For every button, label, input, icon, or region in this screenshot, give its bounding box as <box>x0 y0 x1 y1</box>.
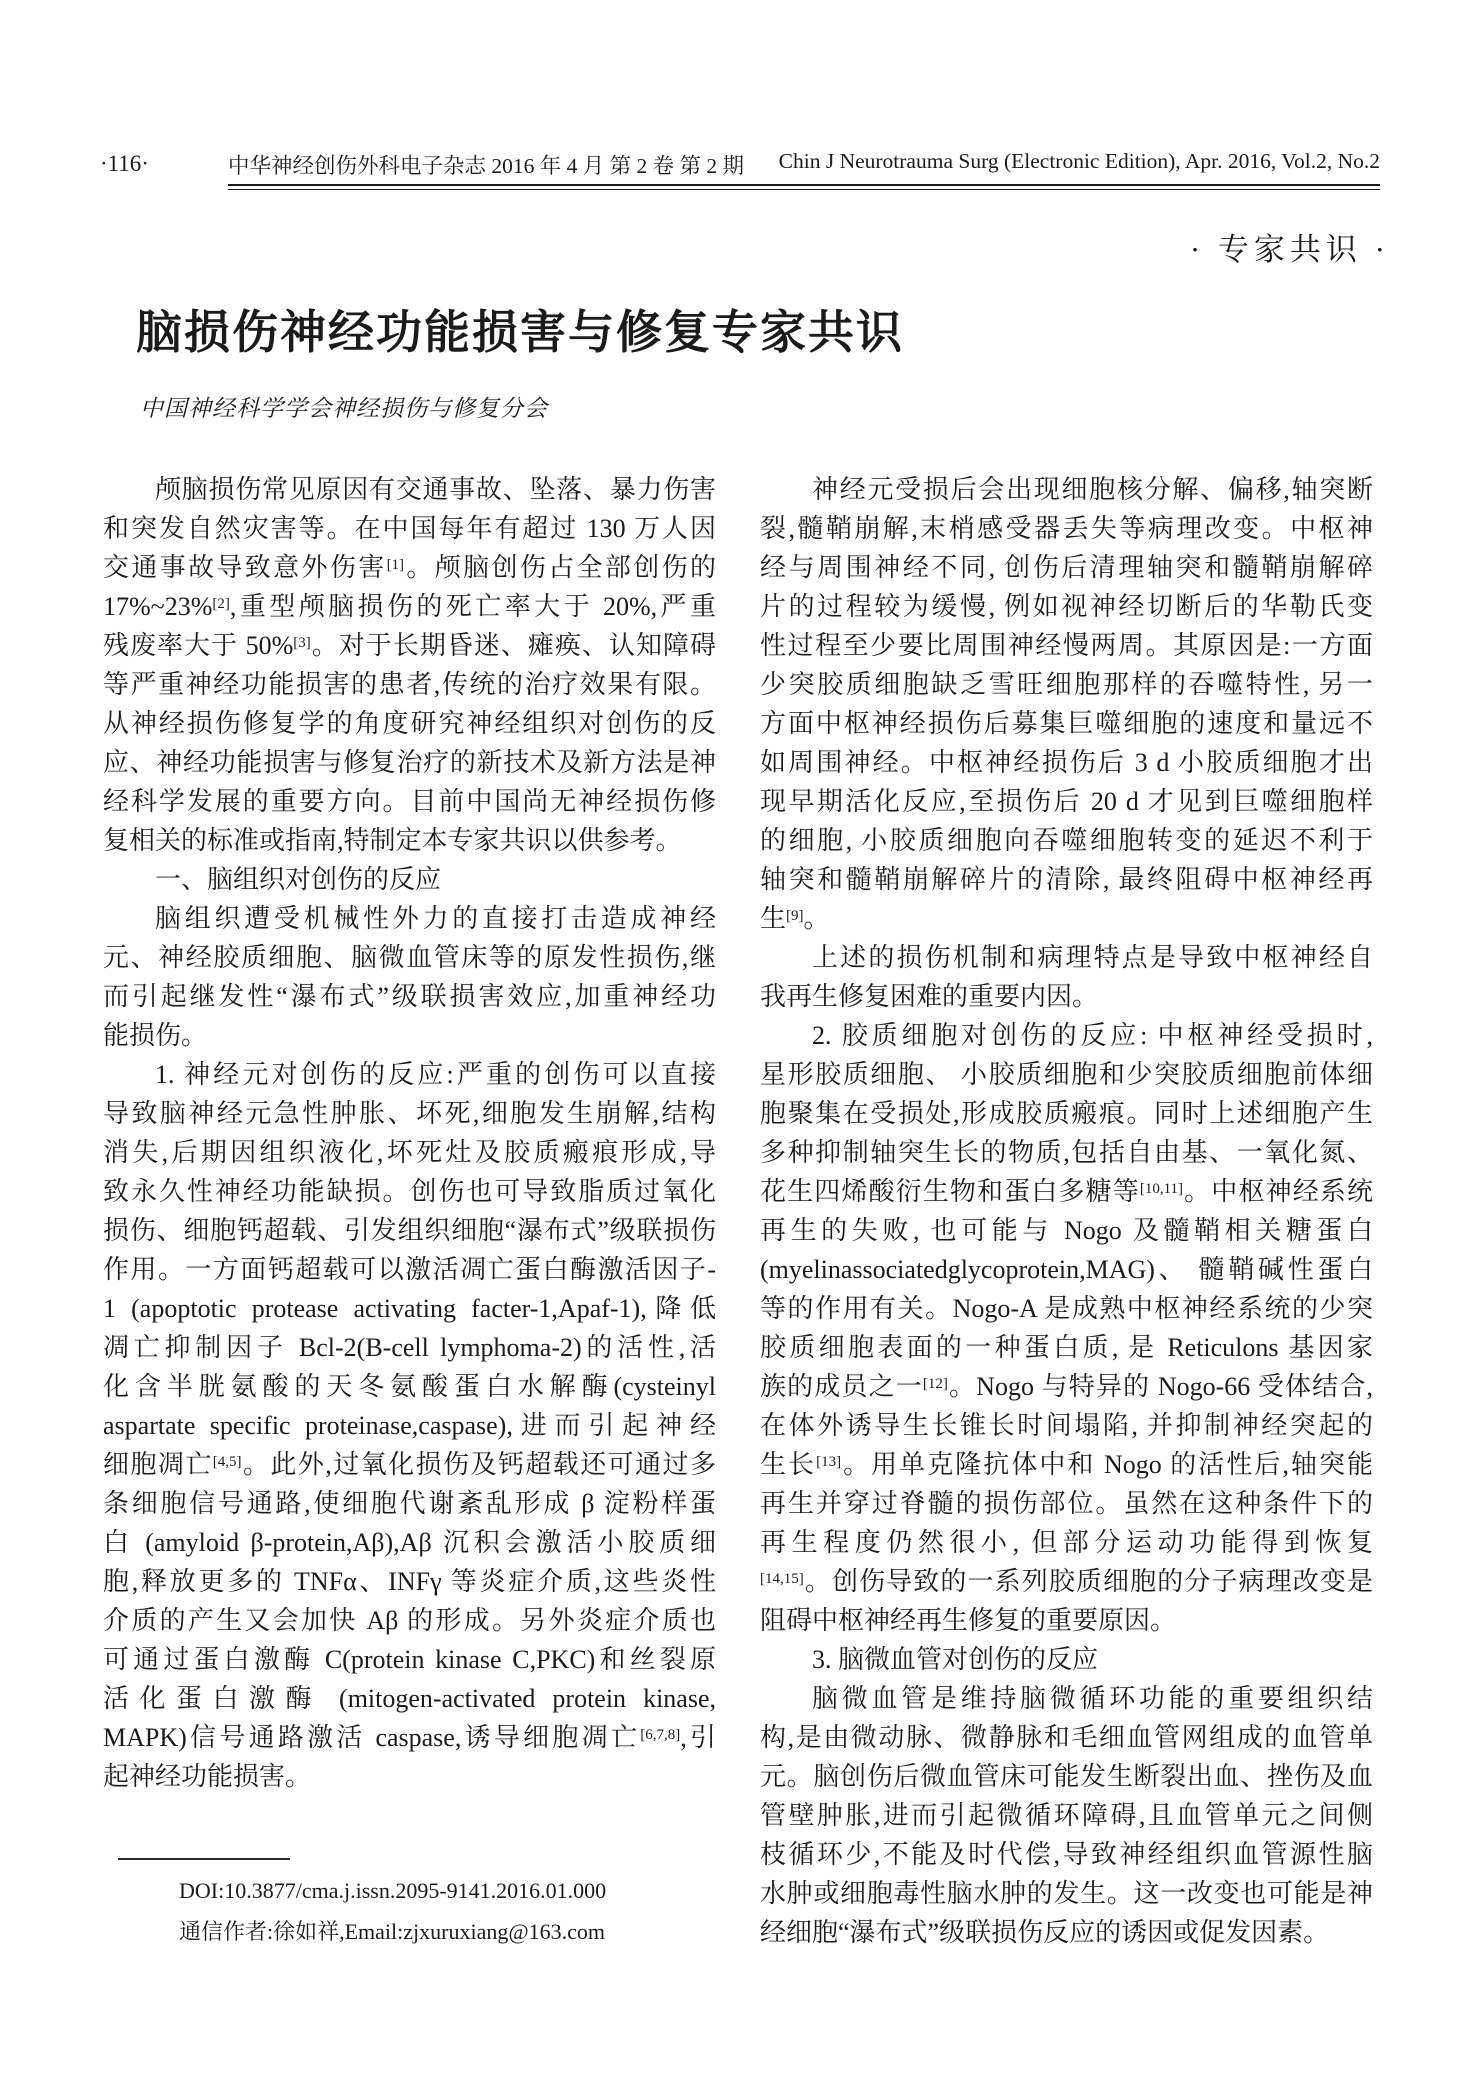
page-number: ·116· <box>100 151 149 176</box>
text-line: (myelinassociatedglycoprotein,MAG)、 髓鞘碱性蛋白 <box>760 1255 1373 1284</box>
text-line: 元、神经胶质细胞、脑微血管床等的原发性损伤,继 <box>103 943 716 972</box>
text-line: 轴突和髓鞘崩解碎片的清除, 最终阻碍中枢神经再 <box>760 865 1373 894</box>
text-line: 白 (amyloid β-protein,Aβ),Aβ 沉积会激活小胶质细 <box>103 1528 716 1557</box>
text-line: 少突胶质细胞缺乏雪旺细胞那样的吞噬特性, 另一 <box>760 670 1373 699</box>
text-line: 交通事故导致意外伤害[1]。颅脑创伤占全部创伤的 <box>103 553 716 582</box>
text-line: 3. 脑微血管对创伤的反应 <box>812 1645 1099 1674</box>
text-line: 上述的损伤机制和病理特点是导致中枢神经自 <box>812 943 1373 972</box>
text-line: 裂,髓鞘崩解,末梢感受器丢失等病理改变。中枢神 <box>760 514 1373 543</box>
text-line: 胞,释放更多的 TNFα、INFγ 等炎症介质,这些炎性 <box>103 1567 716 1596</box>
text-line: 经细胞“瀑布式”级联损伤反应的诱因或促发因素。 <box>760 1918 1330 1947</box>
text-line: 细胞凋亡[4,5]。此外,过氧化损伤及钙超载还可通过多 <box>103 1450 716 1479</box>
journal-title-en: Chin J Neurotrauma Surg (Electronic Edition), Apr. 2016, Vol.2, No.2 <box>778 149 1380 173</box>
article-title: 脑损伤神经功能损害与修复专家共识 <box>136 307 904 358</box>
text-line: 致永久性神经功能缺损。创伤也可导致脂质过氧化 <box>103 1177 716 1206</box>
text-line: 管壁肿胀,进而引起微循环障碍,且血管单元之间侧 <box>760 1801 1373 1830</box>
article-authors: 中国神经科学学会神经损伤与修复分会 <box>140 396 548 421</box>
text-line: 损伤、细胞钙超载、引发组织细胞“瀑布式”级联损伤 <box>103 1216 716 1245</box>
text-line: 再生的失败, 也可能与 Nogo 及髓鞘相关糖蛋白 <box>760 1216 1373 1245</box>
text-line: [14,15]。创伤导致的一系列胶质细胞的分子病理改变是 <box>760 1567 1373 1596</box>
text-line: 等的作用有关。Nogo-A 是成熟中枢神经系统的少突 <box>760 1294 1373 1323</box>
text-line: 凋亡抑制因子 Bcl-2(B-cell lymphoma-2)的活性,活 <box>103 1333 716 1362</box>
text-line: 应、神经功能损害与修复治疗的新技术及新方法是神 <box>103 748 716 777</box>
text-line: 起神经功能损害。 <box>103 1762 312 1791</box>
text-line: 而引起继发性“瀑布式”级联损害效应,加重神经功 <box>103 982 716 1011</box>
text-line: 能损伤。 <box>103 1021 208 1050</box>
text-line: 残废率大于 50%[3]。对于长期昏迷、瘫痪、认知障碍 <box>103 631 716 660</box>
text-line: 元。脑创伤后微血管床可能发生断裂出血、挫伤及血 <box>760 1762 1373 1791</box>
journal-header <box>228 149 1380 180</box>
text-line: 从神经损伤修复学的角度研究神经组织对创伤的反 <box>103 709 716 738</box>
text-line: 我再生修复困难的重要内因。 <box>760 982 1099 1011</box>
text-line: 再生并穿过脊髓的损伤部位。虽然在这种条件下的 <box>760 1489 1373 1518</box>
text-line: 经与周围神经不同, 创伤后清理轴突和髓鞘崩解碎 <box>760 553 1373 582</box>
reference-superscript: [10,11] <box>1139 1181 1184 1197</box>
text-line: 水肿或细胞毒性脑水肿的发生。这一改变也可能是神 <box>760 1879 1373 1908</box>
text-line: 生[9]。 <box>760 904 830 933</box>
reference-superscript: [14,15] <box>760 1571 804 1587</box>
text-line: 星形胶质细胞、 小胶质细胞和少突胶质细胞前体细 <box>760 1060 1373 1089</box>
text-line: 多种抑制轴突生长的物质,包括自由基、一氧化氮、 <box>760 1138 1373 1167</box>
text-line: 2. 胶质细胞对创伤的反应: 中枢神经受损时, <box>812 1021 1373 1050</box>
text-line: 颅脑损伤常见原因有交通事故、坠落、暴力伤害 <box>155 475 716 504</box>
text-line: 化含半胱氨酸的天冬氨酸蛋白水解酶(cysteinyl <box>103 1372 716 1401</box>
text-line: 生长[13]。用单克隆抗体中和 Nogo 的活性后,轴突能 <box>760 1450 1373 1479</box>
text-line: 活化蛋白激酶 (mitogen-activated protein kinase, <box>103 1684 716 1713</box>
text-line: 的细胞, 小胶质细胞向吞噬细胞转变的延迟不利于 <box>760 826 1373 855</box>
text-line: 条细胞信号通路,使细胞代谢紊乱形成 β 淀粉样蛋 <box>103 1489 716 1518</box>
reference-superscript: [13] <box>816 1454 842 1470</box>
reference-superscript: [3] <box>293 635 311 651</box>
text-line: 现早期活化反应,至损伤后 20 d 才见到巨噬细胞样 <box>760 787 1373 816</box>
text-line: 在体外诱导生长锥长时间塌陷, 并抑制神经突起的 <box>760 1411 1373 1440</box>
text-line: 等严重神经功能损害的患者,传统的治疗效果有限。 <box>103 670 716 699</box>
reference-superscript: [12] <box>922 1376 948 1392</box>
reference-superscript: [6,7,8] <box>640 1727 681 1743</box>
text-line: 和突发自然灾害等。在中国每年有超过 130 万人因 <box>103 514 716 543</box>
footnote-divider <box>118 1858 290 1860</box>
text-line: 方面中枢神经损伤后募集巨噬细胞的速度和量远不 <box>760 709 1373 738</box>
text-line: 阻碍中枢神经再生修复的重要原因。 <box>760 1606 1177 1635</box>
reference-superscript: [1] <box>386 557 405 573</box>
text-line: 如周围神经。中枢神经损伤后 3 d 小胶质细胞才出 <box>760 748 1373 777</box>
text-line: 一、脑组织对创伤的反应 <box>155 865 442 894</box>
reference-superscript: [2] <box>212 596 230 612</box>
text-line: 1 (apoptotic protease activating facter-1,Apaf-1),降低 <box>103 1294 716 1323</box>
reference-superscript: [9] <box>786 908 804 924</box>
text-line: 胞聚集在受损处,形成胶质瘢痕。同时上述细胞产生 <box>760 1099 1373 1128</box>
header-double-rule <box>228 184 1380 190</box>
text-line: 复相关的标准或指南,特制定本专家共识以供参考。 <box>103 826 682 855</box>
text-line: 1. 神经元对创伤的反应:严重的创伤可以直接 <box>155 1060 716 1089</box>
text-line: 构,是由微动脉、微静脉和毛细血管网组成的血管单 <box>760 1723 1373 1752</box>
reference-superscript: [4,5] <box>212 1454 242 1470</box>
section-label: · 专家共识 · <box>1189 232 1390 267</box>
text-line: 消失,后期因组织液化,坏死灶及胶质瘢痕形成,导 <box>103 1138 716 1167</box>
text-line: 脑组织遭受机械性外力的直接打击造成神经 <box>155 904 716 933</box>
doi-line: DOI:10.3877/cma.j.issn.2095-9141.2016.01.000 <box>179 1878 607 1903</box>
text-line: 片的过程较为缓慢, 例如视神经切断后的华勒氏变 <box>760 592 1373 621</box>
footnote <box>179 1870 606 1952</box>
text-line: 花生四烯酸衍生物和蛋白多糖等[10,11]。中枢神经系统 <box>760 1177 1373 1206</box>
text-line: aspartate specific proteinase,caspase),进而引起神经 <box>103 1411 716 1440</box>
text-line: 17%~23%[2],重型颅脑损伤的死亡率大于 20%,严重 <box>103 592 716 621</box>
text-line: 导致脑神经元急性肿胀、坏死,细胞发生崩解,结构 <box>103 1099 716 1128</box>
correspondence-line: 通信作者:徐如祥,Email:zjxuruxiang@163.com <box>179 1919 605 1944</box>
text-line: 再生程度仍然很小, 但部分运动功能得到恢复 <box>760 1528 1373 1557</box>
journal-title-cn: 中华神经创伤外科电子杂志 2016 年 4 月 第 2 卷 第 2 期 <box>228 154 745 178</box>
text-line: 族的成员之一[12]。Nogo 与特异的 Nogo-66 受体结合, <box>760 1372 1373 1401</box>
text-line: 性过程至少要比周围神经慢两周。其原因是:一方面 <box>760 631 1373 660</box>
right-column <box>760 470 1373 1952</box>
text-line: 作用。一方面钙超载可以激活凋亡蛋白酶激活因子- <box>103 1255 716 1284</box>
left-column <box>103 470 716 1796</box>
text-line: 胶质细胞表面的一种蛋白质, 是 Reticulons 基因家 <box>760 1333 1373 1362</box>
text-line: MAPK)信号通路激活 caspase,诱导细胞凋亡[6,7,8],引 <box>103 1723 716 1752</box>
text-line: 可通过蛋白激酶 C(protein kinase C,PKC)和丝裂原 <box>103 1645 716 1674</box>
text-line: 脑微血管是维持脑微循环功能的重要组织结 <box>812 1684 1373 1713</box>
text-line: 经科学发展的重要方向。目前中国尚无神经损伤修 <box>103 787 716 816</box>
text-line: 介质的产生又会加快 Aβ 的形成。另外炎症介质也 <box>103 1606 716 1635</box>
text-line: 神经元受损后会出现细胞核分解、偏移,轴突断 <box>812 475 1373 504</box>
text-line: 枝循环少,不能及时代偿,导致神经组织血管源性脑 <box>760 1840 1373 1869</box>
